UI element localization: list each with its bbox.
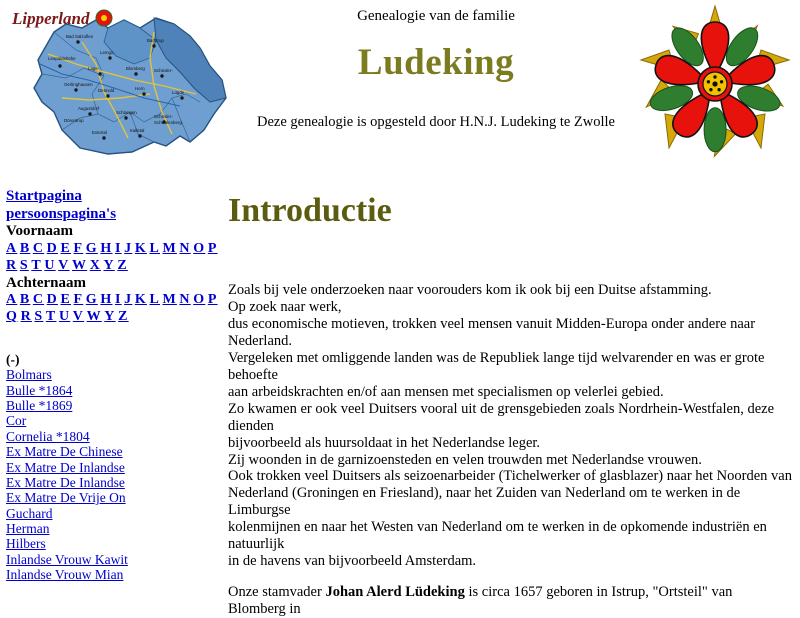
- svg-text:Schieder-: Schieder-: [154, 114, 173, 119]
- sidebar-section-voornaam: Voornaam: [6, 223, 73, 240]
- achternaam-letter-z[interactable]: Z: [118, 309, 129, 325]
- achternaam-letter-v[interactable]: V: [72, 309, 85, 325]
- achternaam-alpha-row-2: [6, 309, 216, 326]
- list-item: [6, 429, 216, 444]
- svg-text:Barntrup: Barntrup: [147, 38, 164, 43]
- voornaam-letter-h[interactable]: H: [100, 241, 113, 257]
- section-heading-introductie: Introductie: [228, 192, 392, 229]
- achternaam-letter-c[interactable]: C: [32, 292, 45, 308]
- stamvader-post: is circa 1657 geboren in Istrup, "Ortsteil" van: [464, 584, 733, 601]
- intro-line-12: in de havens van bijvoorbeeld Amsterdam.: [228, 553, 477, 570]
- svg-text:Schieder-: Schieder-: [154, 68, 173, 73]
- surname-link-inlandse-vrouw-kawit[interactable]: Inlandse Vrouw Kawit: [6, 551, 128, 567]
- svg-text:Lügde: Lügde: [172, 90, 185, 95]
- svg-text:Horn: Horn: [135, 86, 145, 91]
- achternaam-letter-j[interactable]: J: [124, 292, 133, 308]
- voornaam-letter-v[interactable]: V: [58, 257, 70, 273]
- header-author-line: Deze genealogie is opgesteld door H.N.J. Ludeking te Zwolle: [257, 114, 615, 130]
- surname-link-bulle-1864[interactable]: Bulle *1864: [6, 382, 73, 398]
- surname-group-label: (-): [6, 351, 20, 367]
- svg-text:Leopoldshöhe: Leopoldshöhe: [48, 56, 76, 61]
- surname-link-bulle-1869[interactable]: Bulle *1869: [6, 398, 73, 414]
- svg-text:Extertal: Extertal: [92, 130, 107, 135]
- body-area: [0, 170, 800, 618]
- stamvader-name: Johan Alerd Lüdeking: [325, 584, 465, 601]
- voornaam-letter-l[interactable]: L: [149, 241, 160, 257]
- svg-text:Detmold: Detmold: [98, 88, 115, 93]
- surname-link-cor[interactable]: Cor: [6, 413, 27, 429]
- intro-paragraphs: [228, 282, 794, 618]
- achternaam-letter-i[interactable]: I: [114, 292, 122, 308]
- achternaam-letter-l[interactable]: L: [149, 292, 160, 308]
- list-item: [6, 460, 216, 475]
- svg-text:Schwalenberg: Schwalenberg: [154, 120, 182, 125]
- achternaam-letter-b[interactable]: B: [19, 292, 31, 308]
- list-item: [6, 536, 216, 551]
- achternaam-letter-k[interactable]: K: [134, 292, 147, 308]
- voornaam-letter-n[interactable]: N: [179, 241, 191, 257]
- voornaam-letter-c[interactable]: C: [32, 241, 45, 257]
- achternaam-letter-r[interactable]: R: [20, 309, 32, 325]
- header-text-block: [232, 0, 640, 170]
- achternaam-letter-u[interactable]: U: [58, 309, 71, 325]
- sidebar-link-startpagina[interactable]: Startpagina: [6, 188, 82, 204]
- surname-link-ex-matre-de-vrije-on[interactable]: Ex Matre De Vrije On: [6, 490, 126, 506]
- surname-link-guchard[interactable]: Guchard: [6, 505, 53, 521]
- svg-text:Kalletal: Kalletal: [130, 128, 145, 133]
- achternaam-letter-g[interactable]: G: [85, 292, 98, 308]
- lippische-rose-icon: [640, 4, 790, 164]
- voornaam-letter-a[interactable]: A: [6, 241, 18, 257]
- achternaam-letter-y[interactable]: Y: [104, 309, 116, 325]
- list-item: [6, 444, 216, 459]
- svg-text:Bad Salzuflen: Bad Salzuflen: [66, 34, 94, 39]
- achternaam-letter-a[interactable]: A: [6, 292, 18, 308]
- achternaam-letter-q[interactable]: Q: [6, 309, 19, 325]
- intro-line-1: Zoals bij vele onderzoeken naar voorouders kom ik ook bij een Duitse afstamming.: [228, 282, 712, 298]
- voornaam-letter-x[interactable]: X: [89, 257, 101, 273]
- page-header: [0, 0, 800, 170]
- stamvader-pre: Onze stamvader: [228, 584, 326, 601]
- intro-line-5: aan arbeidskrachten en/of aan mensen met specialismen op velerlei gebied.: [228, 383, 664, 400]
- list-item: [6, 383, 216, 398]
- paragraph-spacer: [228, 570, 794, 584]
- voornaam-letter-k[interactable]: K: [134, 241, 147, 257]
- sidebar-heading: [6, 188, 216, 241]
- svg-text:Lemgo: Lemgo: [100, 50, 114, 55]
- achternaam-letter-t[interactable]: T: [45, 309, 57, 325]
- sidebar: [6, 188, 216, 583]
- list-item: [6, 367, 216, 382]
- lipperland-map: [4, 2, 232, 164]
- svg-text:Schlangen: Schlangen: [116, 110, 137, 115]
- header-subtitle-top: Genealogie van de familie: [357, 8, 515, 24]
- surname-link-hilbers[interactable]: Hilbers: [6, 536, 46, 552]
- surname-list: [6, 352, 216, 583]
- voornaam-letter-e[interactable]: E: [60, 241, 72, 257]
- achternaam-letter-o[interactable]: O: [193, 292, 206, 308]
- surname-link-inlandse-vrouw-mian[interactable]: Inlandse Vrouw Mian: [6, 567, 124, 583]
- svg-text:Oerlinghausen: Oerlinghausen: [64, 82, 93, 87]
- stamvader-line-2: Blomberg in: [228, 601, 301, 618]
- surname-link-bolmars[interactable]: Bolmars: [6, 367, 52, 383]
- voornaam-letter-w[interactable]: W: [71, 257, 88, 273]
- svg-text:Augustdorf: Augustdorf: [78, 106, 100, 111]
- intro-line-10: Nederland (Groningen en Friesland), naar het Zuiden van Nederland om te werken in de Limburgse: [228, 485, 741, 519]
- sidebar-spacer: [6, 326, 216, 352]
- voornaam-letter-t[interactable]: T: [31, 257, 42, 273]
- svg-text:Dörentrup: Dörentrup: [64, 118, 84, 123]
- achternaam-letter-m[interactable]: M: [162, 292, 177, 308]
- intro-line-11: kolenmijnen en naar het Westen van Nederland om te werken in de opkomende industriën en natuurlijk: [228, 519, 767, 553]
- surname-link-ex-matre-de-inlandse-2[interactable]: Ex Matre De Inlandse: [6, 474, 125, 490]
- voornaam-letter-y[interactable]: Y: [103, 257, 115, 273]
- map-title-label: Lipperland: [12, 9, 90, 28]
- achternaam-letter-w[interactable]: W: [86, 309, 102, 325]
- main-content: [228, 178, 794, 618]
- achternaam-letter-s[interactable]: S: [34, 309, 44, 325]
- voornaam-letter-o[interactable]: O: [193, 241, 206, 257]
- voornaam-alpha-row-1: [6, 241, 216, 258]
- list-item: [6, 506, 216, 521]
- surname-link-ex-matre-de-chinese[interactable]: Ex Matre De Chinese: [6, 444, 123, 460]
- achternaam-letter-e[interactable]: E: [60, 292, 72, 308]
- svg-text:Lage: Lage: [88, 66, 98, 71]
- voornaam-letter-b[interactable]: B: [19, 241, 31, 257]
- sidebar-section-achternaam: Achternaam: [6, 274, 86, 291]
- list-item: [6, 490, 216, 505]
- voornaam-letter-f[interactable]: F: [73, 241, 84, 257]
- voornaam-letter-g[interactable]: G: [85, 241, 98, 257]
- svg-text:Blomberg: Blomberg: [126, 66, 145, 71]
- voornaam-letter-j[interactable]: J: [124, 241, 133, 257]
- list-item: [6, 398, 216, 413]
- surname-link-ex-matre-de-inlandse-1[interactable]: Ex Matre De Inlandse: [6, 459, 125, 475]
- stamvader-line: [228, 584, 794, 601]
- achternaam-letter-h[interactable]: H: [100, 292, 113, 308]
- list-item: [6, 521, 216, 536]
- voornaam-letter-s[interactable]: S: [19, 257, 29, 273]
- intro-line-9: Ook trokken veel Duitsers als seizoenarbeider (Tichelwerker of glasblazer) naar het Noorden van: [228, 468, 792, 485]
- achternaam-letter-f[interactable]: F: [73, 292, 84, 308]
- list-item: [6, 567, 216, 582]
- intro-line-7: bijvoorbeeld als huursoldaat in het Nederlandse leger.: [228, 434, 541, 451]
- achternaam-alpha-row-1: [6, 292, 216, 309]
- list-item: [6, 552, 216, 567]
- surname-link-cornelia-1804[interactable]: Cornelia *1804: [6, 428, 90, 444]
- surname-link-herman[interactable]: Herman: [6, 521, 50, 537]
- sidebar-link-persoonspaginas[interactable]: persoonspagina's: [6, 205, 117, 222]
- achternaam-letter-n[interactable]: N: [179, 292, 191, 308]
- voornaam-letter-z[interactable]: Z: [117, 257, 128, 273]
- voornaam-letter-m[interactable]: M: [162, 241, 177, 257]
- voornaam-letter-i[interactable]: I: [114, 241, 122, 257]
- achternaam-letter-p[interactable]: P: [207, 292, 218, 308]
- page-title: Ludeking: [357, 42, 515, 83]
- intro-line-2: Op zoek naar werk,: [228, 298, 342, 315]
- list-item: [6, 413, 216, 428]
- achternaam-letter-d[interactable]: D: [46, 292, 58, 308]
- intro-line-3: dus economische motieven, trokken veel mensen vanuit Midden-Europa onder andere naar Nederland.: [228, 315, 756, 349]
- list-item: [6, 475, 216, 490]
- voornaam-letter-u[interactable]: U: [44, 257, 56, 273]
- intro-line-8: Zij woonden in de garnizoensteden en velen trouwden met Nederlandse vrouwen.: [228, 451, 702, 468]
- voornaam-letter-d[interactable]: D: [46, 241, 58, 257]
- voornaam-alpha-row-2: [6, 258, 216, 275]
- voornaam-letter-r[interactable]: R: [6, 257, 18, 273]
- intro-line-4: Vergeleken met omliggende landen was de Republiek lange tijd welvarender en was er grote behoefte: [228, 349, 765, 383]
- voornaam-letter-p[interactable]: P: [207, 241, 218, 257]
- intro-line-6: Zo kwamen er ook veel Duitsers vooral uit de grensgebieden zoals Nordrhein-Westfalen, deze dienden: [228, 400, 775, 434]
